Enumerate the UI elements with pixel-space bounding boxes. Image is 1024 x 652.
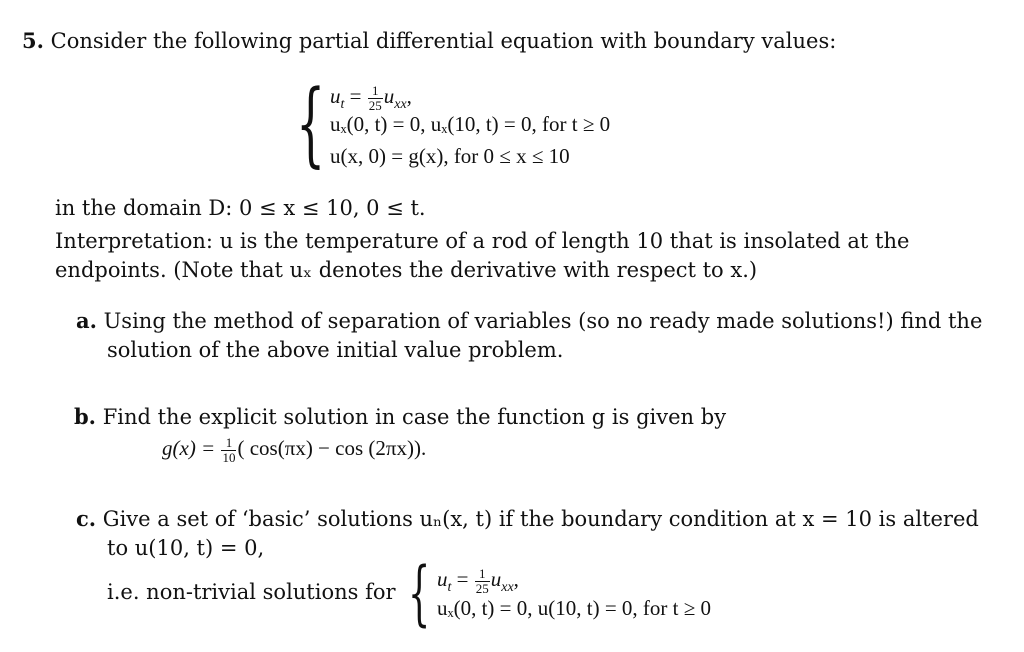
part-c-ie-text: i.e. non-trivial solutions for bbox=[107, 580, 396, 604]
part-c-system-line-2: uₓ(0, t) = 0, u(10, t) = 0, for t ≥ 0 bbox=[437, 596, 712, 620]
system-line-2: uₓ(0, t) = 0, uₓ(10, t) = 0, for t ≥ 0 bbox=[330, 112, 611, 136]
part-a-line-1: a. Using the method of separation of variables (so no ready made solutions!) find the bbox=[76, 308, 983, 333]
part-c-line-1: c. Give a set of ‘basic’ solutions uₙ(x, t) if the boundary condition at x = 10 is altered bbox=[76, 506, 979, 531]
part-b-label: b. bbox=[74, 404, 96, 429]
left-brace-small-icon: { bbox=[408, 552, 431, 634]
problem-header bbox=[22, 30, 836, 52]
interpretation-line-2: endpoints. (Note that uₓ denotes the derivative with respect to x.) bbox=[55, 258, 758, 282]
part-c-system-line-1: $u_t$ = $\frac{1}{25}$ $u_{xx}$, bbox=[437, 566, 519, 596]
part-c-label: c. bbox=[76, 506, 97, 531]
problem-number: 5. bbox=[22, 28, 44, 53]
part-c-line-2: to u(10, t) = 0, bbox=[107, 536, 265, 560]
system-line-3: u(x, 0) = g(x), for 0 ≤ x ≤ 10 bbox=[330, 144, 570, 168]
interpretation-line-1: Interpretation: u is the temperature of a rod of length 10 that is insolated at the bbox=[55, 229, 910, 253]
problem-intro: Consider the following partial differential equation with boundary values: bbox=[50, 29, 837, 53]
system-line-1: $u_t$ = $\frac{1}{25}$ $u_{xx}$, bbox=[330, 83, 412, 113]
part-a-label: a. bbox=[76, 308, 97, 333]
domain-text: in the domain D: 0 ≤ x ≤ 10, 0 ≤ t. bbox=[55, 196, 426, 220]
part-a-line-2: solution of the above initial value problem. bbox=[107, 338, 564, 362]
part-b-formula: g(x) = $\frac{1}{10}$ ( cos(πx) − cos (2πx)). bbox=[162, 435, 427, 465]
left-brace-icon: { bbox=[296, 70, 326, 177]
part-b-line-1: b. Find the explicit solution in case the function g is given by bbox=[74, 404, 727, 429]
